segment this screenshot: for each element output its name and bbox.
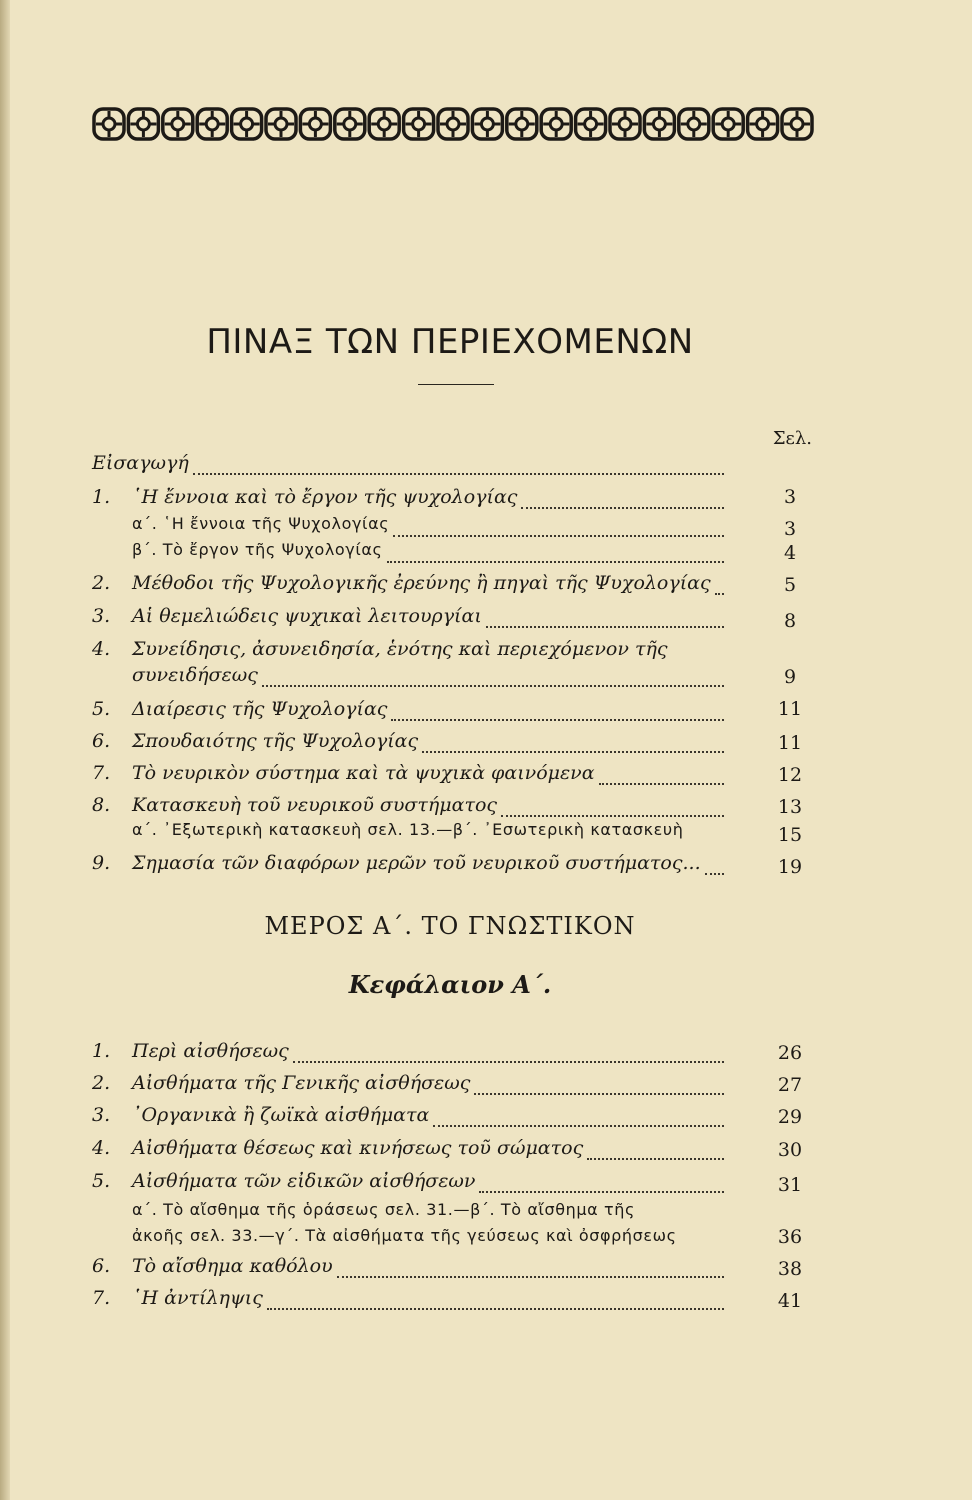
toc-page-number: 27 — [777, 1074, 803, 1096]
leader-dots — [422, 751, 724, 753]
toc-entry — [92, 852, 728, 882]
toc-page-number: 5 — [783, 574, 797, 596]
toc-entry-text: συνειδήσεως — [132, 664, 258, 686]
toc-entry — [92, 605, 728, 635]
toc-page-number: 13 — [777, 796, 803, 818]
leader-dots — [337, 1276, 724, 1278]
toc-entry — [92, 1287, 728, 1317]
toc-entry-text: ῾Η ἔννοια καὶ τὸ ἔργον τῆς ψυχολογίας — [132, 486, 518, 508]
title-rule — [418, 384, 494, 385]
toc-entry-text: β΄. Τὸ ἔργον τῆς Ψυχολογίας — [132, 540, 383, 559]
toc-page-number: 4 — [783, 542, 797, 564]
toc-entry-number: 7. — [92, 1287, 111, 1309]
toc-entry-number: 4. — [92, 1137, 111, 1159]
toc-page-number: 30 — [777, 1139, 803, 1161]
toc-entry-number: 5. — [92, 698, 111, 720]
toc-entry-text: Τὸ αἴσθημα καθόλου — [132, 1255, 333, 1277]
intro-label: Εἰσαγωγή — [92, 452, 189, 474]
ornamental-border — [92, 104, 818, 144]
leader-dots — [474, 1093, 724, 1095]
toc-subentry-text: ἀκοῆς σελ. 33.—γ΄. Τὰ αἰσθήματα τῆς γεύσεως καὶ ὀσφρήσεως — [132, 1226, 677, 1245]
toc-entry-number: 5. — [92, 1170, 111, 1192]
page-column-header: Σελ. — [772, 428, 812, 449]
toc-entry-number: 9. — [92, 852, 111, 874]
toc-page-number: 12 — [777, 764, 803, 786]
toc-entry-text: Αἱ θεμελιώδεις ψυχικαὶ λειτουργίαι — [132, 605, 482, 627]
part-title: ΜΕΡΟΣ Α΄. ΤΟ ΓΝΩΣΤΙΚΟΝ — [264, 912, 636, 940]
leader-dots — [587, 1158, 724, 1160]
leader-dots — [387, 561, 724, 563]
toc-entry-number: 3. — [92, 605, 111, 627]
toc-page-number: 29 — [777, 1106, 803, 1128]
toc-entry — [132, 664, 728, 694]
toc-page-number: 11 — [777, 698, 803, 720]
leader-dots — [705, 873, 724, 875]
toc-entry-text: α΄. ῾Η ἔννοια τῆς Ψυχολογίας — [132, 514, 390, 533]
leader-dots — [393, 535, 724, 537]
toc-entry-text: Τὸ νευρικὸν σύστημα καὶ τὰ ψυχικὰ φαινόμενα — [132, 762, 595, 784]
page-title: ΠΙΝΑΞ ΤΩΝ ΠΕΡΙΕΧΟΜΕΝΩΝ — [206, 322, 694, 362]
toc-page-number: 38 — [777, 1258, 803, 1280]
toc-entry — [92, 572, 728, 602]
toc-entry — [92, 1137, 728, 1167]
toc-entry-number: 4. — [92, 638, 111, 660]
toc-entry — [132, 540, 728, 570]
leader-dots — [193, 473, 724, 475]
toc-entry — [92, 698, 728, 728]
toc-entry-number: 2. — [92, 572, 111, 594]
toc-entry-number: 8. — [92, 794, 111, 816]
toc-entry — [92, 1040, 728, 1070]
toc-entry — [92, 1255, 728, 1285]
leader-dots — [599, 783, 724, 785]
toc-entry-text: Διαίρεσις τῆς Ψυχολογίας — [132, 698, 388, 720]
leader-dots — [715, 593, 724, 595]
toc-entry-text: Κατασκευὴ τοῦ νευρικοῦ συστήματος — [132, 794, 498, 816]
toc-entry — [92, 486, 728, 516]
toc-entry — [92, 1170, 728, 1200]
toc-subentry-text: α΄. Τὸ αἴσθημα τῆς ὁράσεως σελ. 31.—β΄. Τὸ αἴσθημα τῆς — [132, 1200, 635, 1219]
page-edge — [0, 0, 10, 1500]
toc-entry-number: 2. — [92, 1072, 111, 1094]
chapter-title: Κεφάλαιον Α΄. — [348, 970, 552, 999]
toc-entry-number: 6. — [92, 1255, 111, 1277]
toc-subentry-text: α΄. ᾿Εξωτερικὴ κατασκευὴ σελ. 13.—β΄. ᾿Εσωτερικὴ κατασκευὴ — [132, 820, 684, 839]
toc-entry-text: Αἰσθήματα τῆς Γενικῆς αἰσθήσεως — [132, 1072, 471, 1094]
leader-dots — [433, 1125, 724, 1127]
toc-entry — [92, 1072, 728, 1102]
leader-dots — [501, 815, 724, 817]
leader-dots — [521, 507, 724, 509]
leader-dots — [262, 685, 724, 687]
leader-dots — [486, 626, 724, 628]
toc-page-number: 41 — [777, 1290, 803, 1312]
toc-entry-number: 1. — [92, 486, 111, 508]
leader-dots — [479, 1191, 724, 1193]
intro-row — [92, 452, 728, 482]
toc-page-number: 3 — [783, 518, 797, 540]
toc-entry-number: 3. — [92, 1104, 111, 1126]
toc-entry-text: Συνείδησις, ἀσυνειδησία, ἑνότης καὶ περιεχόμενον τῆς — [132, 638, 668, 660]
toc-page-number: 3 — [783, 486, 797, 508]
toc-page-number: 36 — [777, 1226, 803, 1248]
toc-page-number: 19 — [777, 856, 803, 878]
leader-dots — [267, 1308, 724, 1310]
toc-page-number: 26 — [777, 1042, 803, 1064]
toc-entry — [92, 1104, 728, 1134]
toc-entry-text: ᾿Οργανικὰ ἢ ζωϊκὰ αἰσθήματα — [132, 1104, 430, 1126]
toc-entry — [92, 762, 728, 792]
toc-page-number: 9 — [783, 666, 797, 688]
toc-entry-text: Σπουδαιότης τῆς Ψυχολογίας — [132, 730, 419, 752]
toc-entry-text: ῾Η ἀντίληψις — [132, 1287, 263, 1309]
toc-entry-text: Αἰσθήματα θέσεως καὶ κινήσεως τοῦ σώματος — [132, 1137, 584, 1159]
toc-entry — [92, 730, 728, 760]
leader-dots — [391, 719, 724, 721]
toc-page-number: 15 — [777, 824, 803, 846]
toc-entry-number: 1. — [92, 1040, 111, 1062]
toc-page-number: 31 — [777, 1174, 803, 1196]
toc-entry-text: Μέθοδοι τῆς Ψυχολογικῆς ἐρεύνης ἢ πηγαὶ τῆς Ψυχολογίας — [132, 572, 711, 594]
toc-entry-text: Αἰσθήματα τῶν εἰδικῶν αἰσθήσεων — [132, 1170, 476, 1192]
toc-entry-number: 7. — [92, 762, 111, 784]
toc-page-number: 11 — [777, 732, 803, 754]
leader-dots — [293, 1061, 724, 1063]
toc-entry-number: 6. — [92, 730, 111, 752]
toc-page-number: 8 — [783, 610, 797, 632]
toc-entry-text: Σημασία τῶν διαφόρων μερῶν τοῦ νευρικοῦ συστήματος... — [132, 852, 701, 874]
toc-entry-text: Περὶ αἰσθήσεως — [132, 1040, 289, 1062]
